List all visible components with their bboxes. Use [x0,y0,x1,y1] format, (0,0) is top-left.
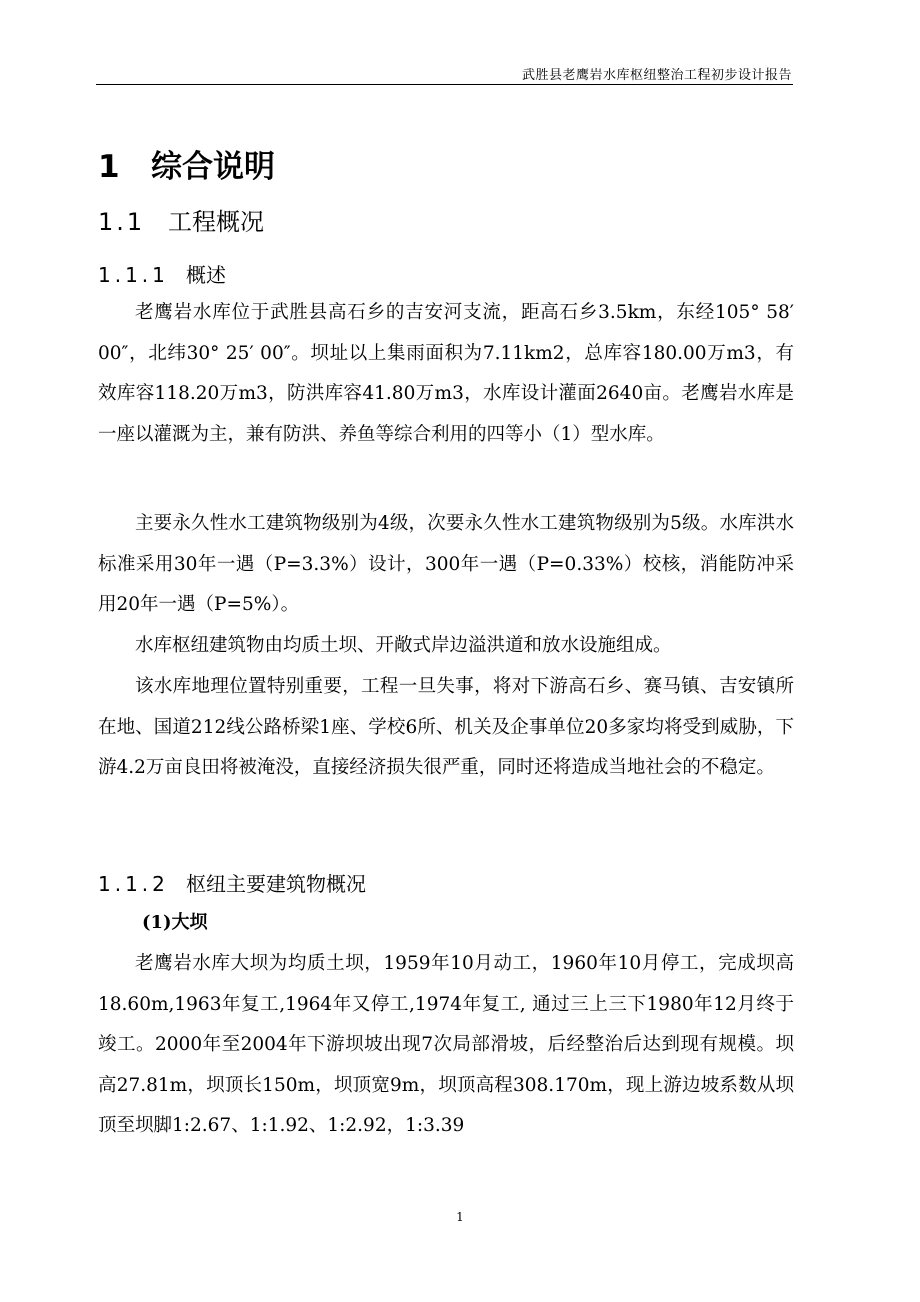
header-rule [96,84,793,85]
section-title: 工程概况 [168,208,264,236]
subsection-number: 1.1.1 [98,263,169,287]
dam-subheading: (1)大坝 [142,912,208,933]
section-number: 1.1 [98,208,146,236]
chapter-number: 1 [98,149,120,185]
subsection-heading-structures [98,868,366,897]
paragraph-overview-2: 主要永久性水工建筑物级别为4级，次要永久性水工建筑物级别为5级。水库洪水标准采用30年一遇（P=3.3%）设计，300年一遇（P=0.33%）校核，消能防冲采用20年一遇（P=5%）。 [98,513,794,615]
chapter-heading [98,141,275,186]
paragraph-overview-1: 老鹰岩水库位于武胜县高石乡的吉安河支流，距高石乡3.5km，东经105° 58′ 00″，北纬30° 25′ 00″。坝址以上集雨面积为7.11km2，总库容180.00万m3，有效库容118.20万m3，防洪库容41.80万m3，水库设计灌面2640亩。老鹰岩水库是一座以灌溉为主，兼有防洪、养鱼等综合利用的四等小（1）型水库。 [98,302,794,445]
subsection-title: 枢纽主要建筑物概况 [186,872,366,896]
paragraph-overview-3: 水库枢纽建筑物由均质土坝、开敞式岸边溢洪道和放水设施组成。 [135,635,672,656]
section-heading [98,202,264,237]
chapter-title: 综合说明 [151,149,275,185]
paragraph-dam: 老鹰岩水库大坝为均质土坝，1959年10月动工，1960年10月停工，完成坝高18.60m,1963年复工,1964年又停工,1974年复工, 通过三上三下1980年12月终于竣工。2000年至2004年下游坝坡出现7次局部滑坡，后经整治后达到现有规模。坝高27.81m，坝顶长150m，坝顶宽9m，坝顶高程308.170m，现上游边坡系数从坝顶至坝脚1:2.67、1:1.92、1:2.92，1:3.39 [98,953,794,1136]
running-header: 武胜县老鹰岩水库枢纽整治工程初步设计报告 [521,68,792,83]
subsection-title: 概述 [186,263,226,287]
page-number: 1 [456,1210,464,1224]
subsection-heading-overview [98,259,226,288]
subsection-number: 1.1.2 [98,872,169,896]
paragraph-overview-4: 该水库地理位置特别重要，工程一旦失事，将对下游高石乡、赛马镇、吉安镇所在地、国道212线公路桥梁1座、学校6所、机关及企事单位20多家均将受到威胁，下游4.2万亩良田将被淹没，直接经济损失很严重，同时还将造成当地社会的不稳定。 [98,676,794,778]
